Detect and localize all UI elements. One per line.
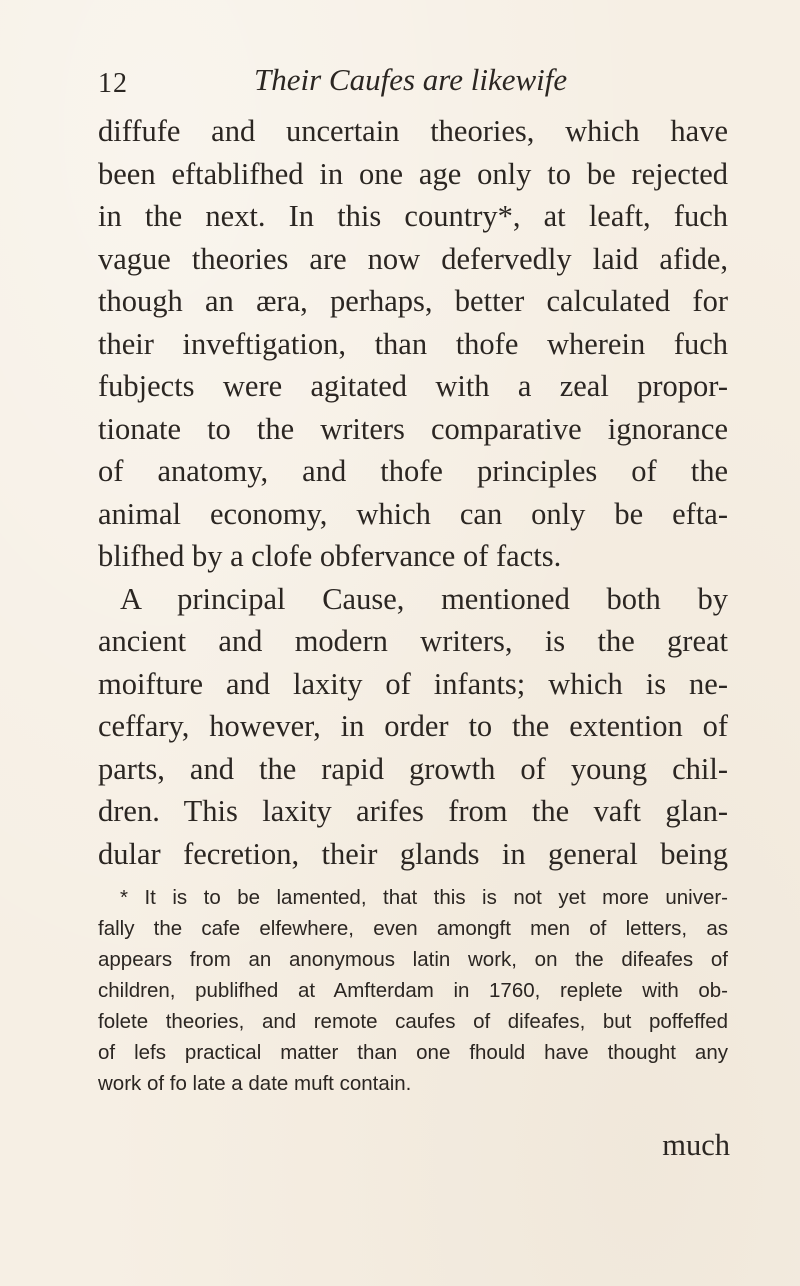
text-line: A principal Cause, mentioned both by [120, 581, 728, 616]
text-line: ceffary, however, in order to the extention of [98, 709, 728, 743]
text-line: vague theories are now defervedly laid afide, [98, 241, 728, 276]
text-line: though an æra, perhaps, better calculated for [98, 284, 728, 318]
footnote [98, 882, 728, 1099]
body-text [98, 110, 728, 875]
text-line: tionate to the writers comparative ignorance [98, 411, 728, 446]
text-line: ancient and modern writers, is the great [98, 624, 728, 658]
footnote-line: folete theories, and remote caufes of difeafes, but poffeffed [98, 1010, 728, 1033]
text-line: been eftablifhed in one age only to be rejected [98, 156, 728, 191]
text-line: diffufe and uncertain theories, which have [98, 114, 728, 148]
footnote-line: * It is to be lamented, that this is not yet more univer- [120, 886, 728, 909]
text-line: parts, and the rapid growth of young chil- [98, 751, 728, 786]
page-number: 12 [98, 68, 128, 99]
footnote-line: fally the cafe elfewhere, even amongft men of letters, as [98, 917, 728, 940]
footnote-line: work of fo late a date muft contain. [98, 1072, 412, 1095]
text-line: animal economy, which can only be efta- [98, 496, 728, 531]
text-line: of anatomy, and thofe principles of the [98, 454, 728, 488]
text-line: their inveftigation, than thofe wherein fuch [98, 326, 728, 361]
text-line: moifture and laxity of infants; which is ne- [98, 666, 728, 701]
footnote-line: children, publifhed at Amfterdam in 1760, replete with ob- [98, 979, 728, 1002]
footnote-line: of lefs practical matter than one fhould have thought any [98, 1041, 728, 1064]
footnote-line: appears from an anonymous latin work, on the difeafes of [98, 948, 728, 971]
running-title: Their Caufes are likewife [254, 62, 568, 97]
catchword: much [662, 1128, 730, 1162]
text-line: dren. This laxity arifes from the vaft glan- [98, 794, 728, 828]
running-head [98, 62, 718, 102]
text-line: in the next. In this country*, at leaft, fuch [98, 199, 728, 233]
text-line: dular fecretion, their glands in general being [98, 836, 728, 871]
text-line: blifhed by a clofe obfervance of facts. [98, 539, 562, 573]
text-line: fubjects were agitated with a zeal propor- [98, 369, 728, 403]
